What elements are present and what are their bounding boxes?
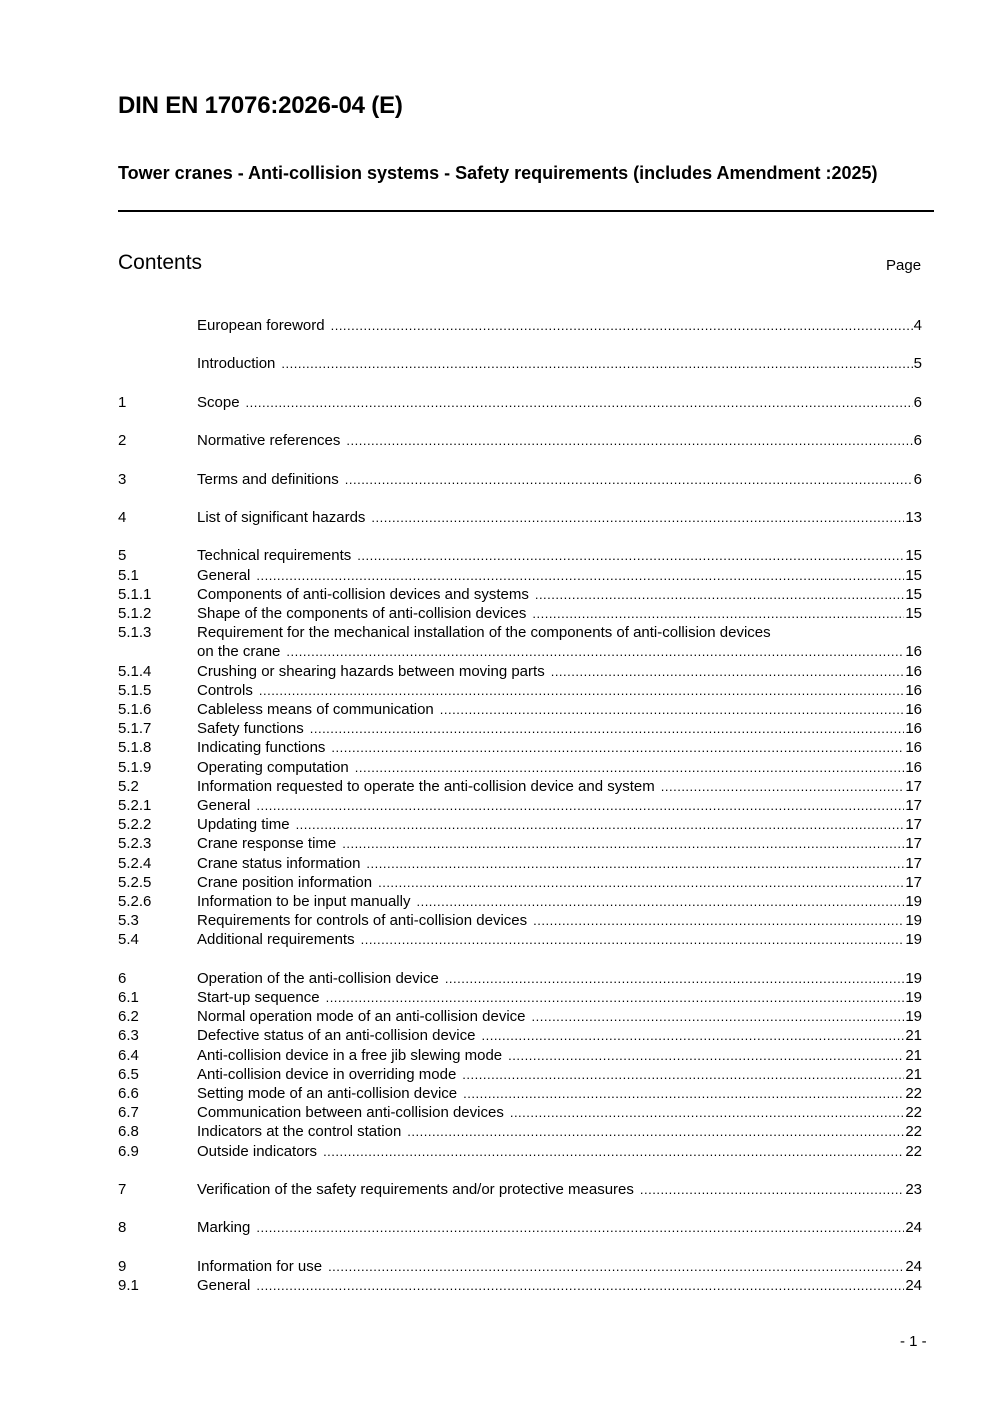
toc-entry-page: 15 <box>905 566 922 584</box>
toc-entry-page: 17 <box>905 873 922 891</box>
toc-leader-dots <box>462 1065 904 1084</box>
toc-leader-dots <box>326 988 905 1007</box>
toc-entry-title: Anti-collision device in overriding mode <box>197 1065 457 1083</box>
toc-entry-number: 5.1.4 <box>118 662 152 680</box>
toc-entry-title: Normal operation mode of an anti-collision device <box>197 1008 526 1026</box>
toc-entry-number: 9 <box>118 1257 127 1275</box>
toc-entry-page: 17 <box>905 796 922 814</box>
toc-entry[interactable] <box>118 738 922 757</box>
toc-entry-number: 6.4 <box>118 1046 139 1064</box>
toc-leader-dots <box>296 815 905 834</box>
toc-entry[interactable] <box>118 566 922 585</box>
toc-entry-title: Scope <box>197 393 240 411</box>
toc-leader-dots <box>345 470 913 489</box>
toc-entry[interactable] <box>118 1218 922 1237</box>
toc-leader-dots <box>361 930 905 949</box>
toc-entry-number: 5.1.3 <box>118 624 152 642</box>
toc-entry-title: European foreword <box>197 317 325 334</box>
toc-entry-number: 5 <box>118 547 127 565</box>
toc-entry-number: 6.7 <box>118 1104 139 1122</box>
toc-entry-title: Setting mode of an anti-collision device <box>197 1085 458 1103</box>
toc-entry-title: Anti-collision device in a free jib slewing mode <box>197 1046 503 1064</box>
toc-leader-dots <box>533 911 904 930</box>
toc-entry-number: 5.1.5 <box>118 681 152 699</box>
toc-leader-dots <box>551 662 905 681</box>
toc-entry-title: General <box>197 796 251 814</box>
toc-entry-number: 6.2 <box>118 1008 139 1026</box>
table-of-contents <box>118 316 922 1295</box>
toc-entry-title: Additional requirements <box>197 931 355 949</box>
toc-entry-title: Technical requirements <box>197 547 352 565</box>
toc-entry[interactable] <box>118 796 922 815</box>
toc-entry-page: 16 <box>905 758 922 776</box>
toc-entry-page: 17 <box>905 816 922 834</box>
toc-entry-number: 2 <box>118 432 127 450</box>
toc-leader-dots <box>661 777 905 796</box>
toc-entry-title: Outside indicators <box>197 1142 318 1160</box>
toc-entry[interactable] <box>118 892 922 911</box>
toc-leader-dots <box>331 738 904 757</box>
toc-entry[interactable] <box>118 681 922 700</box>
toc-entry-title: Crane status information <box>197 854 361 872</box>
document-title: Tower cranes - Anti-collision systems - Safety requirements (includes Amendment :2025) <box>118 163 878 183</box>
toc-entry-page: 23 <box>905 1181 922 1199</box>
toc-leader-dots <box>355 758 905 777</box>
toc-entry-number: 6.8 <box>118 1123 139 1141</box>
toc-leader-dots <box>440 700 905 719</box>
toc-entry[interactable] <box>118 1103 922 1122</box>
toc-entry[interactable] <box>118 1046 922 1065</box>
toc-entry-page: 6 <box>913 393 922 411</box>
toc-entry-number: 5.4 <box>118 931 139 949</box>
toc-entry-title: Normative references <box>197 432 341 450</box>
toc-entry-page: 15 <box>905 547 922 565</box>
toc-entry[interactable] <box>118 1142 922 1161</box>
toc-entry[interactable] <box>118 700 922 719</box>
toc-entry[interactable] <box>118 316 922 335</box>
toc-entry-number: 5.2.3 <box>118 835 152 853</box>
toc-leader-dots <box>342 834 904 853</box>
toc-entry-page: 19 <box>905 969 922 987</box>
toc-entry-title: Defective status of an anti-collision device <box>197 1027 476 1045</box>
toc-entry-page: 16 <box>905 662 922 680</box>
toc-entry[interactable] <box>118 508 922 527</box>
toc-entry-page: 17 <box>905 854 922 872</box>
toc-entry-page: 24 <box>905 1219 922 1237</box>
toc-entry[interactable] <box>118 585 922 604</box>
toc-entry[interactable] <box>118 604 922 623</box>
toc-entry-page: 15 <box>905 585 922 603</box>
toc-entry-number: 5.2.1 <box>118 796 152 814</box>
toc-entry[interactable] <box>118 1257 922 1276</box>
toc-leader-dots <box>346 431 912 450</box>
toc-leader-dots <box>328 1257 904 1276</box>
toc-entry-page: 5 <box>913 355 922 373</box>
toc-entry[interactable] <box>118 854 922 873</box>
toc-entry[interactable] <box>118 623 922 661</box>
toc-entry-number: 6 <box>118 969 127 987</box>
toc-entry-page: 6 <box>913 470 922 488</box>
toc-entry-title: Crane response time <box>197 835 337 853</box>
toc-entry[interactable] <box>118 815 922 834</box>
toc-entry-number: 5.1.2 <box>118 604 152 622</box>
toc-leader-dots <box>331 316 913 335</box>
toc-entry-page: 16 <box>905 643 922 661</box>
toc-leader-dots <box>256 1218 904 1237</box>
toc-leader-dots <box>640 1180 904 1199</box>
toc-entry[interactable] <box>118 988 922 1007</box>
toc-entry-title: Indicating functions <box>197 739 326 757</box>
title-rule <box>118 210 934 212</box>
toc-entry-title: Operation of the anti-collision device <box>197 969 439 987</box>
toc-entry-number: 6.3 <box>118 1027 139 1045</box>
toc-entry-title: Indicators at the control station <box>197 1123 402 1141</box>
toc-entry[interactable] <box>118 777 922 796</box>
toc-entry-number: 1 <box>118 393 127 411</box>
toc-entry[interactable] <box>118 354 922 373</box>
toc-entry[interactable] <box>118 930 922 949</box>
toc-leader-dots <box>532 604 904 623</box>
toc-entry-number: 5.2.6 <box>118 893 152 910</box>
toc-entry[interactable] <box>118 546 922 565</box>
toc-leader-dots <box>407 1122 904 1141</box>
toc-entry[interactable] <box>118 393 922 412</box>
toc-entry[interactable] <box>118 719 922 738</box>
toc-entry[interactable] <box>118 470 922 489</box>
toc-leader-dots <box>463 1084 904 1103</box>
toc-entry-title: Safety functions <box>197 720 304 738</box>
toc-entry-number: 5.1.7 <box>118 720 152 738</box>
toc-entry-page: 22 <box>905 1142 922 1160</box>
toc-entry-title: Requirements for controls of anti-collision devices <box>197 912 528 930</box>
toc-entry-page: 21 <box>905 1027 922 1045</box>
toc-entry-number: 6.6 <box>118 1085 139 1103</box>
toc-leader-dots <box>259 681 904 700</box>
toc-entry[interactable] <box>118 758 922 777</box>
toc-entry-number: 5.2.5 <box>118 873 152 891</box>
toc-entry-number: 5.1.1 <box>118 585 152 603</box>
toc-entry-title: Shape of the components of anti-collision devices <box>197 604 527 622</box>
toc-entry-page: 4 <box>913 317 922 334</box>
toc-leader-dots <box>256 796 904 815</box>
toc-entry-title: Information to be input manually <box>197 893 411 910</box>
toc-entry[interactable] <box>118 1276 922 1295</box>
toc-entry-page: 19 <box>905 989 922 1006</box>
toc-entry[interactable] <box>118 1180 922 1199</box>
toc-entry-title: General <box>197 1277 251 1294</box>
toc-entry-number: 9.1 <box>118 1277 139 1294</box>
toc-leader-dots <box>256 1276 904 1295</box>
toc-leader-dots <box>357 546 904 565</box>
contents-heading: Contents <box>118 251 203 274</box>
toc-entry-page: 19 <box>905 912 922 930</box>
toc-entry-title: Start-up sequence <box>197 989 320 1006</box>
toc-leader-dots <box>416 892 904 911</box>
toc-leader-dots <box>246 393 913 412</box>
toc-leader-dots <box>481 1026 904 1045</box>
toc-entry-title: Operating computation <box>197 758 349 776</box>
toc-leader-dots <box>445 969 905 988</box>
toc-entry-page: 19 <box>905 1008 922 1026</box>
toc-entry[interactable] <box>118 662 922 681</box>
toc-entry-title: Marking <box>197 1219 251 1237</box>
toc-leader-dots <box>510 1103 904 1122</box>
toc-leader-dots <box>310 719 905 738</box>
page-number: - 1 - <box>900 1333 927 1350</box>
toc-leader-dots <box>371 508 904 527</box>
toc-entry-number: 6.5 <box>118 1065 139 1083</box>
toc-entry-number: 6.1 <box>118 989 139 1006</box>
toc-entry-title: Requirement for the mechanical installation of the components of anti-collision devices <box>197 624 771 642</box>
toc-entry[interactable] <box>118 1122 922 1141</box>
toc-entry-page: 17 <box>905 835 922 853</box>
toc-leader-dots <box>286 642 904 661</box>
toc-entry-title: Information requested to operate the anti-collision device and system <box>197 777 655 795</box>
toc-entry-page: 19 <box>905 893 922 910</box>
toc-entry-title: Cableless means of communication <box>197 700 434 718</box>
toc-entry[interactable] <box>118 969 922 988</box>
toc-entry-title: Updating time <box>197 816 290 834</box>
toc-entry-page: 15 <box>905 604 922 622</box>
toc-entry-page: 21 <box>905 1046 922 1064</box>
toc-entry-page: 16 <box>905 739 922 757</box>
toc-entry-title: General <box>197 566 251 584</box>
toc-leader-dots <box>378 873 904 892</box>
toc-entry[interactable] <box>118 431 922 450</box>
toc-leader-dots <box>535 585 904 604</box>
toc-entry-page: 24 <box>905 1277 922 1294</box>
document-id: DIN EN 17076:2026-04 (E) <box>118 92 403 119</box>
toc-entry-title-continued: on the crane <box>197 643 281 661</box>
toc-entry-number: 8 <box>118 1219 127 1237</box>
toc-entry[interactable] <box>118 1007 922 1026</box>
toc-entry-page: 22 <box>905 1123 922 1141</box>
toc-entry[interactable] <box>118 1065 922 1084</box>
toc-leader-dots <box>323 1142 904 1161</box>
toc-entry-number: 5.1.8 <box>118 739 152 757</box>
toc-entry-page: 16 <box>905 720 922 738</box>
toc-leader-dots <box>281 354 912 373</box>
toc-entry-title: Components of anti-collision devices and systems <box>197 585 529 603</box>
toc-entry-number: 3 <box>118 470 127 488</box>
toc-entry-page: 22 <box>905 1104 922 1122</box>
toc-entry[interactable] <box>118 1026 922 1045</box>
toc-entry-number: 5.1.9 <box>118 758 152 776</box>
toc-entry-title: Communication between anti-collision devices <box>197 1104 504 1122</box>
toc-entry-title: Verification of the safety requirements and/or protective measures <box>197 1181 634 1199</box>
toc-entry-page: 6 <box>913 432 922 450</box>
toc-entry-number: 5.1 <box>118 566 139 584</box>
toc-entry-page: 17 <box>905 777 922 795</box>
toc-entry-number: 5.3 <box>118 912 139 930</box>
toc-entry-title: Introduction <box>197 355 276 373</box>
toc-entry-page: 19 <box>905 931 922 949</box>
toc-leader-dots <box>532 1007 905 1026</box>
toc-entry-title: Crane position information <box>197 873 373 891</box>
toc-entry-title: Crushing or shearing hazards between moving parts <box>197 662 545 680</box>
toc-leader-dots <box>366 854 904 873</box>
toc-entry[interactable] <box>118 834 922 853</box>
toc-entry[interactable] <box>118 873 922 892</box>
toc-entry-number: 7 <box>118 1181 127 1199</box>
toc-entry-page: 21 <box>905 1065 922 1083</box>
page-column-label: Page <box>886 257 922 274</box>
toc-entry[interactable] <box>118 1084 922 1103</box>
toc-leader-dots <box>508 1046 904 1065</box>
toc-entry-page: 16 <box>905 681 922 699</box>
toc-entry-number: 5.2.2 <box>118 816 152 834</box>
toc-entry-title: List of significant hazards <box>197 508 366 526</box>
toc-entry[interactable] <box>118 911 922 930</box>
toc-entry-number: 5.2.4 <box>118 854 152 872</box>
toc-entry-page: 13 <box>905 508 922 526</box>
toc-entry-page: 22 <box>905 1085 922 1103</box>
toc-leader-dots <box>256 566 904 585</box>
toc-entry-number: 5.2 <box>118 777 139 795</box>
toc-entry-number: 4 <box>118 508 127 526</box>
toc-entry-page: 16 <box>905 700 922 718</box>
toc-entry-title: Information for use <box>197 1257 323 1275</box>
toc-entry-page: 24 <box>905 1257 922 1275</box>
toc-entry-number: 5.1.6 <box>118 700 152 718</box>
toc-entry-title: Controls <box>197 681 253 699</box>
toc-entry-title: Terms and definitions <box>197 470 339 488</box>
toc-entry-number: 6.9 <box>118 1142 139 1160</box>
